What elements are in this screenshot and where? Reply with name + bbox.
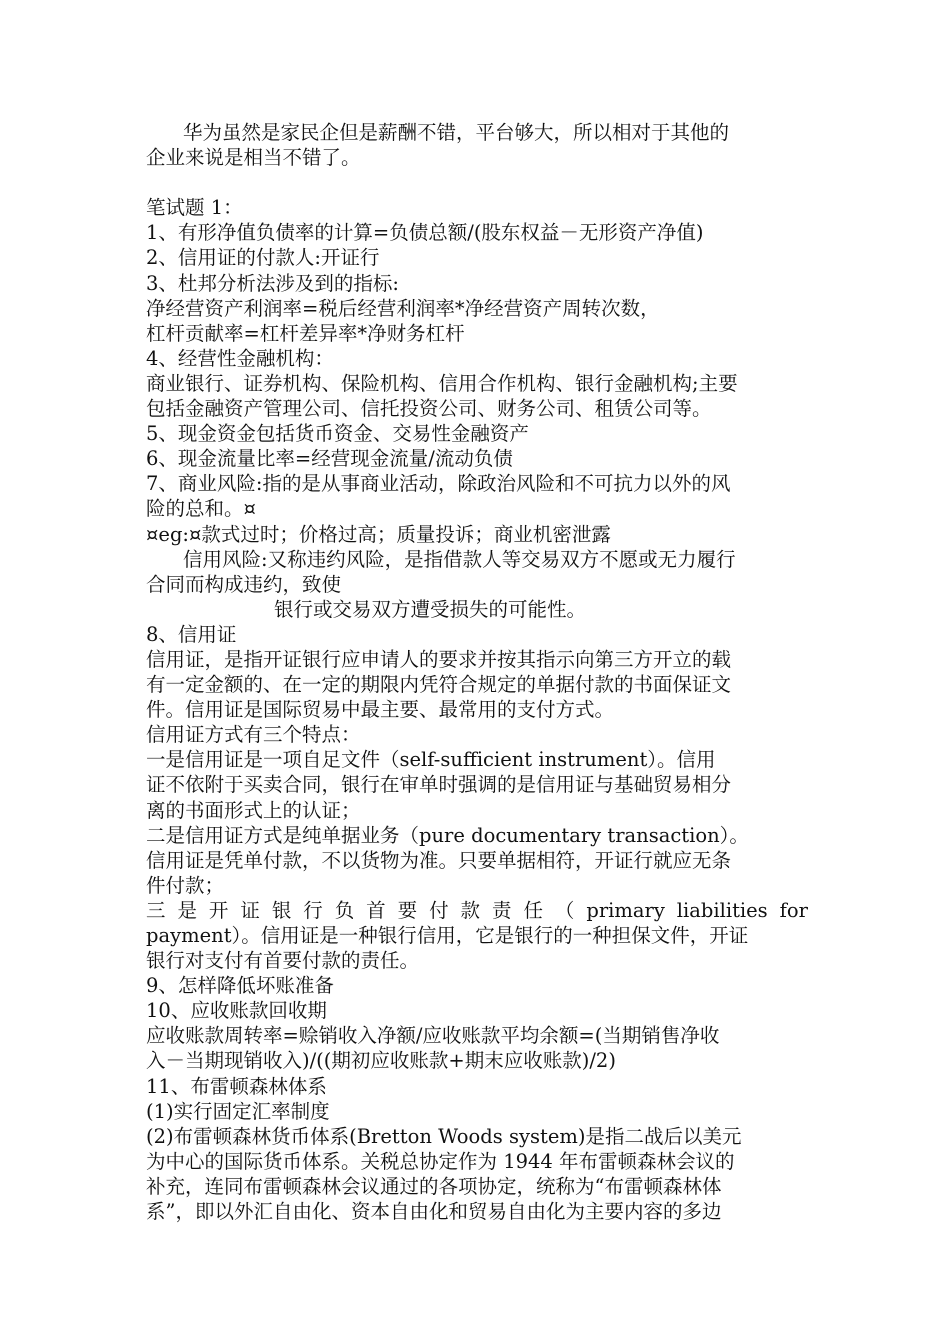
text-line: 离的书面形式上的认证； [146,798,361,822]
text-line: 包括金融资产管理公司、信托投资公司、财务公司、租赁公司等。 [146,397,712,421]
text-line: 10、应收账款回收期 [146,999,327,1023]
justified-token: 首 [366,898,386,922]
text-line: 件付款； [146,873,225,897]
text-line: (2)布雷顿森林货币体系(Bretton Woods system)是指二战后以美元 [146,1124,742,1148]
blank-line [146,170,808,195]
text-line: payment）。信用证是一种银行信用，它是银行的一种担保文件，开证 [146,924,749,947]
text-line: 件。信用证是国际贸易中最主要、最常用的支付方式。 [146,698,615,722]
justified-token: 开 [208,898,229,922]
justified-token: 行 [303,898,323,922]
text-line: 为中心的国际货币体系。关税总协定作为 1944 年布雷顿森林会议的 [146,1149,735,1173]
justified-token: 付 [429,898,449,922]
justified-token: 责 [491,898,512,922]
text-line: 5、现金资金包括货币资金、交易性金融资产 [146,422,529,446]
document-page [146,120,808,1224]
justified-token: 负 [334,898,355,922]
text-line: 应收账款周转率=赊销收入净额/应收账款平均余额=(当期销售净收 [146,1024,720,1048]
text-line: 8、信用证 [146,622,237,646]
text-line: 华为虽然是家民企但是薪酬不错，平台够大，所以相对于其他的 [183,121,730,144]
text-line [146,898,808,923]
text-line: 7、商业风险:指的是从事商业活动，除政治风险和不可抗力以外的风 [146,472,731,496]
justified-token: 是 [177,898,197,922]
text-line: 信用证，是指开证银行应申请人的要求并按其指示向第三方开立的载 [146,647,732,671]
text-line: 有一定金额的、在一定的期限内凭符合规定的单据付款的书面保证文 [146,673,732,697]
text-line: 险的总和。¤ [146,497,256,521]
text-line: 合同而构成违约，致使 [146,572,342,596]
text-line: 11、布雷顿森林体系 [146,1074,327,1098]
text-line: 企业来说是相当不错了。 [146,146,361,170]
text-line: 1、有形净值负债率的计算=负债总额/(股东权益－无形资产净值) [146,221,704,245]
text-line: 净经营资产利润率=税后经营利润率*净经营资产周转次数， [146,296,660,320]
text-line: 一是信用证是一项自足文件（self-sufficient instrument）。信用 [146,748,716,772]
text-line: 2、信用证的付款人:开证行 [146,246,380,270]
text-line: 6、现金流量比率=经营现金流量/流动负债 [146,447,513,471]
text-line: 证不依附于买卖合同，银行在审单时强调的是信用证与基础贸易相分 [146,773,732,797]
justified-token: （ [554,898,575,922]
text-line: (1)实行固定汇率制度 [146,1099,330,1123]
justified-token: 三 [146,898,166,922]
justified-token: 证 [240,898,260,922]
justified-token: liabilities [676,898,768,922]
text-line: 银行对支付有首要付款的责任。 [146,949,420,973]
justified-token: 银 [271,898,292,922]
text-line: 二是信用证方式是纯单据业务（pure documentary transaction）。 [146,823,749,847]
text-line: 杠杆贡献率=杠杆差异率*净财务杠杆 [146,321,465,345]
text-line: 入－当期现销收入)/((期初应收账款+期末应收账款)/2) [146,1049,616,1073]
text-line: 3、杜邦分析法涉及到的指标: [146,271,399,295]
text-line: 9、怎样降低坏账准备 [146,974,334,998]
justified-token: 任 [523,898,543,922]
justified-token: primary [586,898,665,922]
text-line: ¤eg:¤款式过时；价格过高；质量投诉；商业机密泄露 [146,522,611,546]
text-line: 信用风险:又称违约风险，是指借款人等交易双方不愿或无力履行 [183,547,736,571]
text-line: 银行或交易双方遭受损失的可能性。 [274,597,587,621]
justified-token: 要 [397,898,418,922]
text-line: 信用证方式有三个特点： [146,723,361,747]
text-line: 商业银行、证券机构、保险机构、信用合作机构、银行金融机构;主要 [146,371,738,395]
justified-token: 款 [460,898,481,922]
text-line: 补充，连同布雷顿森林会议通过的各项协定，统称为“布雷顿森林体 [146,1174,722,1198]
text-line: 笔试题 1： [146,196,243,220]
justified-token: for [779,898,808,922]
text-line: 信用证是凭单付款，不以货物为准。只要单据相符，开证行就应无条 [146,848,732,872]
text-line: 4、经营性金融机构： [146,346,334,370]
text-line: 系”，即以外汇自由化、资本自由化和贸易自由化为主要内容的多边 [146,1200,722,1224]
